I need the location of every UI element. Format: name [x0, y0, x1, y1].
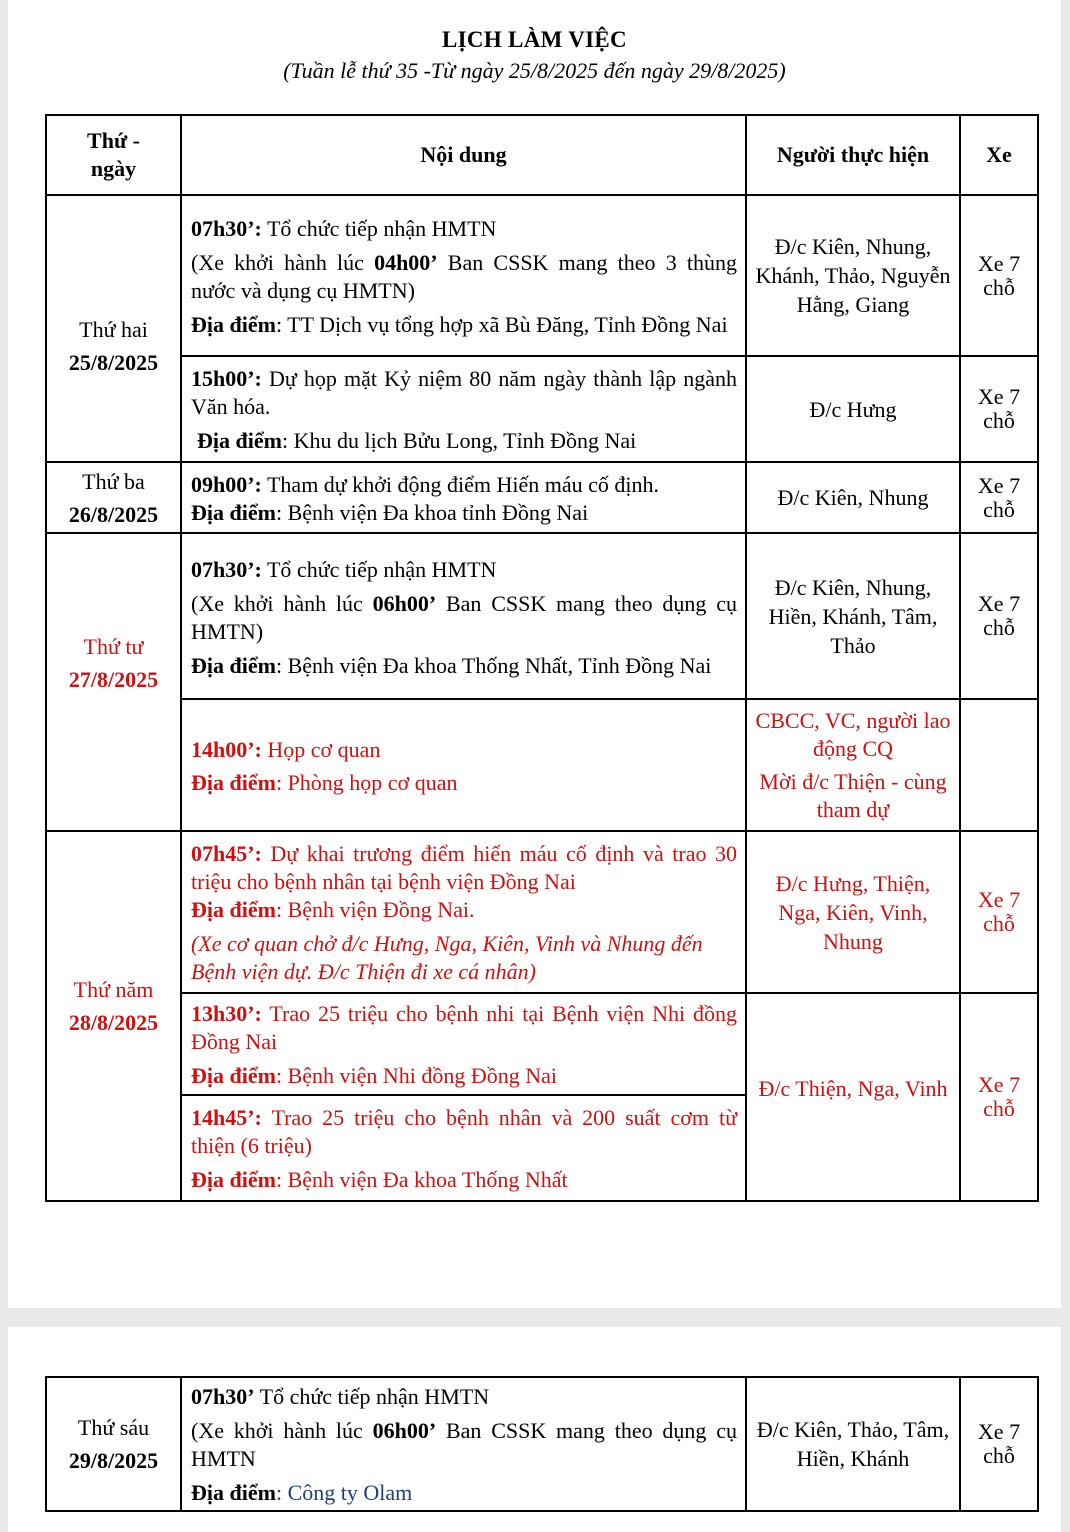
- header-content: Nội dung: [181, 115, 746, 195]
- event-text: Trao 25 triệu cho bệnh nhân và 200 suất cơm từ thiện (6 triệu): [191, 1105, 737, 1158]
- table-row-thu-2: [46, 993, 1038, 1095]
- location-label: Địa điểm: [191, 770, 276, 795]
- event-text: Dự khai trương điểm hiến máu cố định và trao 30 triệu cho bệnh nhân tại bệnh viện Đồng Nai: [191, 841, 737, 894]
- table-row-wed-1: [46, 533, 1038, 699]
- table-row-mon-2: [46, 356, 1038, 462]
- event-text: Tổ chức tiếp nhận HMTN: [261, 556, 497, 582]
- person-cell: Đ/c Kiên, Nhung, Khánh, Thảo, Nguyễn Hằng, Giang: [746, 195, 960, 356]
- location-text: : TT Dịch vụ tổng hợp xã Bù Đăng, Tỉnh Đồng Nai: [275, 312, 728, 337]
- location-text: : Phòng họp cơ quan: [275, 770, 458, 795]
- event-note: Ban CSSK mang theo dụng cụ HMTN): [191, 590, 737, 644]
- day-date: 28/8/2025: [68, 1010, 159, 1035]
- location-text: : Bệnh viện Đa khoa tỉnh Đồng Nai: [275, 499, 589, 525]
- document-title: LỊCH LÀM VIỆC: [442, 27, 627, 52]
- day-cell-mon: [46, 195, 181, 462]
- car-cell: Xe 7 chỗ: [960, 462, 1038, 533]
- person-cell: Đ/c Thiện, Nga, Vinh: [746, 993, 960, 1201]
- table-row-fri-1: [46, 1377, 1038, 1511]
- event-note: Ban CSSK mang theo dụng cụ HMTN: [191, 1418, 737, 1471]
- header-day-line1: Thứ -: [87, 128, 140, 153]
- day-date: 29/8/2025: [68, 1448, 159, 1473]
- header-car: Xe: [960, 115, 1038, 195]
- event-content: [181, 1377, 746, 1511]
- document-subtitle: (Tuần lễ thứ 35 -Từ ngày 25/8/2025 đến ngày 29/8/2025): [283, 58, 786, 83]
- day-name: Thứ năm: [73, 977, 154, 1002]
- event-text: Tổ chức tiếp nhận HMTN: [261, 216, 497, 241]
- event-time: 14h45’:: [191, 1105, 262, 1130]
- header-day-line2: ngày: [90, 156, 137, 181]
- location-label: Địa điểm: [191, 312, 276, 337]
- event-content: [181, 195, 746, 356]
- event-time: 07h45’:: [191, 841, 262, 866]
- document-page-1: [8, 0, 1061, 1308]
- car-cell: Xe 7 chỗ: [960, 1377, 1038, 1511]
- document-page-2: [8, 1327, 1061, 1532]
- car-cell: Xe 7 chỗ: [960, 831, 1038, 993]
- location-label: Địa điểm: [191, 897, 276, 922]
- event-text: Tham dự khởi động điểm Hiến máu cố định.: [261, 471, 659, 497]
- day-cell-tue: [46, 462, 181, 533]
- car-cell: Xe 7 chỗ: [960, 356, 1038, 462]
- person-cell: Đ/c Hưng, Thiện, Nga, Kiên, Vinh, Nhung: [746, 831, 960, 993]
- person-text: Mời đ/c Thiện - cùng tham dự: [759, 768, 947, 822]
- day-name: Thứ ba: [82, 468, 145, 494]
- location-label: Địa điểm: [197, 428, 282, 453]
- car-cell: Xe 7 chỗ: [960, 533, 1038, 699]
- table-row-mon-1: [46, 195, 1038, 356]
- event-time: 07h30’:: [191, 556, 262, 582]
- location-text: : Bệnh viện Nhi đồng Đồng Nai: [275, 1063, 558, 1088]
- event-text: Trao 25 triệu cho bệnh nhi tại Bệnh viện Nhi đồng Đồng Nai: [191, 1001, 737, 1054]
- event-time: 15h00’:: [191, 366, 262, 391]
- header-day: [46, 115, 181, 195]
- person-text: CBCC, VC, người lao động CQ: [755, 707, 951, 761]
- day-name: Thứ hai: [79, 316, 148, 342]
- car-cell: Xe 7 chỗ: [960, 195, 1038, 356]
- event-text: Họp cơ quan: [261, 737, 381, 762]
- schedule-table-continued: [45, 1376, 1039, 1512]
- table-row-tue-1: [46, 462, 1038, 533]
- day-date: 25/8/2025: [68, 349, 159, 375]
- car-cell-empty: [960, 699, 1038, 831]
- event-content: [181, 533, 746, 699]
- event-text: Dự họp mặt Kỷ niệm 80 năm ngày thành lập ngành Văn hóa.: [191, 366, 737, 419]
- event-note: (Xe cơ quan chở đ/c Hưng, Nga, Kiên, Vinh và Nhung đến Bệnh viện dự. Đ/c Thiện đi xe cá nhân): [191, 931, 703, 984]
- person-cell: Đ/c Hưng: [746, 356, 960, 462]
- day-name: Thứ tư: [83, 634, 144, 659]
- event-note: (Xe khởi hành lúc: [191, 250, 375, 275]
- schedule-table: [45, 114, 1039, 1202]
- person-cell: Đ/c Kiên, Nhung: [746, 462, 960, 533]
- car-cell: Xe 7 chỗ: [960, 993, 1038, 1201]
- location-text: : Khu du lịch Bửu Long, Tỉnh Đồng Nai: [281, 428, 637, 453]
- event-note-time: 06h00’: [372, 590, 437, 616]
- event-note-time: 06h00’: [372, 1418, 437, 1443]
- event-time: 09h00’:: [191, 471, 262, 497]
- table-row-thu-1: [46, 831, 1038, 993]
- event-content: [181, 993, 746, 1095]
- event-note: (Xe khởi hành lúc: [191, 1418, 373, 1443]
- day-cell-thu: [46, 831, 181, 1201]
- person-cell: Đ/c Kiên, Nhung, Hiền, Khánh, Tâm, Thảo: [746, 533, 960, 699]
- location-label: Địa điểm: [191, 499, 276, 525]
- event-content: [181, 356, 746, 462]
- event-content: [181, 1095, 746, 1201]
- event-time: 13h30’:: [191, 1001, 262, 1026]
- event-content: [181, 699, 746, 831]
- person-cell: Đ/c Kiên, Thảo, Tâm, Hiền, Khánh: [746, 1377, 960, 1511]
- location-label: Địa điểm: [191, 652, 276, 678]
- day-date: 27/8/2025: [68, 667, 159, 692]
- header-person: Người thực hiện: [746, 115, 960, 195]
- table-header-row: [46, 115, 1038, 195]
- event-time: 07h30’: [191, 1384, 255, 1409]
- location-text: : Bệnh viện Đồng Nai.: [275, 897, 475, 922]
- event-time: 14h00’:: [191, 737, 262, 762]
- day-name: Thứ sáu: [77, 1415, 150, 1440]
- table-row-wed-2: [46, 699, 1038, 831]
- day-cell-fri: [46, 1377, 181, 1511]
- location-label: Địa điểm: [191, 1063, 276, 1088]
- event-note: Ban CSSK mang theo 3 thùng nước và dụng cụ HMTN): [191, 250, 737, 303]
- day-date: 26/8/2025: [68, 501, 159, 527]
- location-label: Địa điểm: [191, 1480, 276, 1505]
- day-cell-wed: [46, 533, 181, 831]
- location-label: Địa điểm: [191, 1167, 276, 1192]
- event-time: 07h30’:: [191, 216, 262, 241]
- event-note: (Xe khởi hành lúc: [191, 590, 373, 616]
- event-content: [181, 831, 746, 993]
- event-text: Tổ chức tiếp nhận HMTN: [254, 1384, 490, 1409]
- person-cell: [746, 699, 960, 831]
- location-text: : Bệnh viện Đa khoa Thống Nhất, Tỉnh Đồng Nai: [275, 652, 712, 678]
- event-content: [181, 462, 746, 533]
- location-text: : Công ty Olam: [275, 1480, 413, 1505]
- location-text: : Bệnh viện Đa khoa Thống Nhất: [275, 1167, 568, 1192]
- event-note-time: 04h00’: [374, 250, 438, 275]
